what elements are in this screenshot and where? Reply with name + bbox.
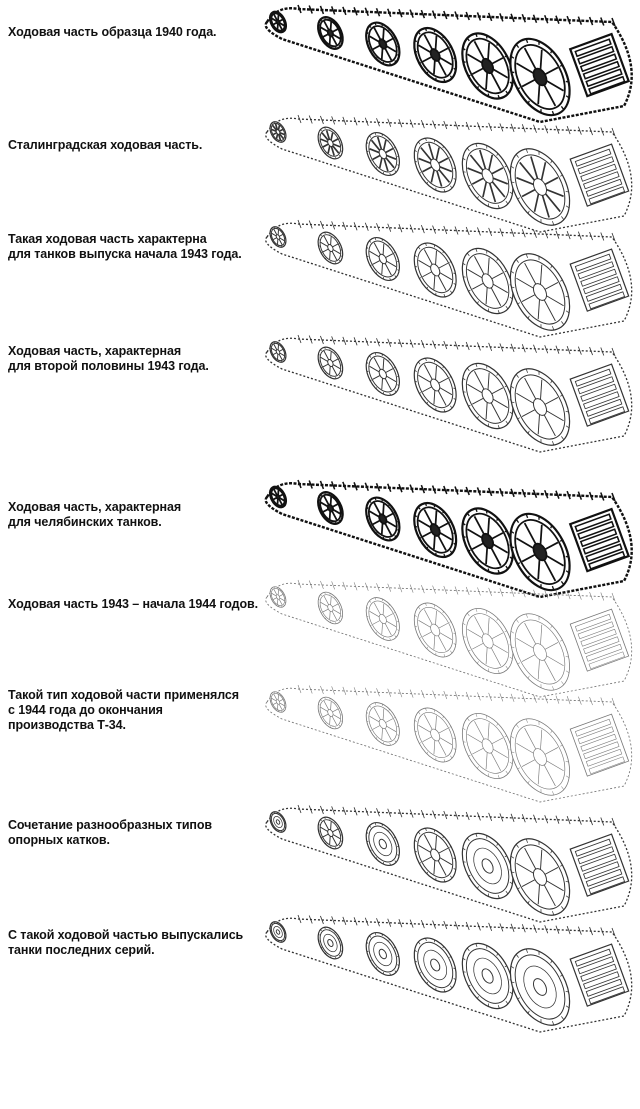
road-wheel bbox=[313, 343, 348, 383]
road-wheel bbox=[267, 339, 289, 365]
running-gear-illustration bbox=[250, 0, 640, 122]
running-gear-illustration bbox=[250, 330, 640, 452]
caption-line: Ходовая часть образца 1940 года. bbox=[8, 25, 217, 39]
variant-caption bbox=[8, 597, 258, 612]
variant-row bbox=[0, 575, 640, 697]
variant-caption bbox=[8, 232, 258, 262]
road-wheel bbox=[406, 236, 465, 304]
variant-caption bbox=[8, 344, 258, 374]
caption-line: С такой ходовой частью выпускались bbox=[8, 928, 244, 942]
drive-sprocket bbox=[570, 249, 628, 311]
drive-sprocket bbox=[570, 609, 628, 671]
caption-line: Ходовая часть, характерная bbox=[8, 500, 182, 514]
variant-row bbox=[0, 680, 640, 802]
road-wheel bbox=[359, 127, 406, 181]
road-wheel bbox=[267, 584, 289, 610]
caption-line: Такая ходовая часть характерна bbox=[8, 232, 207, 246]
caption-line: танки последних серий. bbox=[8, 943, 155, 957]
road-wheel bbox=[267, 689, 289, 715]
road-wheel bbox=[359, 697, 406, 751]
running-gear-svg bbox=[250, 575, 640, 697]
caption-line: опорных катков. bbox=[8, 833, 110, 847]
running-gear-svg bbox=[250, 330, 640, 452]
variant-caption bbox=[8, 818, 258, 848]
road-wheel bbox=[313, 488, 348, 528]
running-gear-svg bbox=[250, 800, 640, 922]
caption-line: Сталинградская ходовая часть. bbox=[8, 138, 203, 152]
road-wheel bbox=[313, 13, 348, 53]
road-wheel bbox=[267, 119, 289, 145]
road-wheel bbox=[313, 588, 348, 628]
running-gear-illustration bbox=[250, 215, 640, 337]
running-gear-svg bbox=[250, 680, 640, 802]
variant-caption bbox=[8, 688, 258, 733]
variant-row bbox=[0, 330, 640, 452]
variant-caption bbox=[8, 928, 258, 958]
variant-row bbox=[0, 215, 640, 337]
caption-line: Ходовая часть 1943 – начала 1944 годов. bbox=[8, 597, 258, 611]
running-gear-svg bbox=[250, 910, 640, 1032]
running-gear-illustration bbox=[250, 800, 640, 922]
road-wheel bbox=[313, 123, 348, 163]
caption-line: с 1944 года до окончания bbox=[8, 703, 163, 717]
road-wheel bbox=[406, 496, 465, 564]
drive-sprocket bbox=[570, 944, 628, 1006]
drive-sprocket bbox=[570, 364, 628, 426]
road-wheel bbox=[313, 813, 348, 853]
running-gear-svg bbox=[250, 0, 640, 122]
road-wheel bbox=[359, 817, 406, 871]
caption-line: Ходовая часть, характерная bbox=[8, 344, 182, 358]
road-wheel bbox=[359, 347, 406, 401]
running-gear-illustration bbox=[250, 110, 640, 232]
caption-line: для второй половины 1943 года. bbox=[8, 359, 209, 373]
drive-sprocket bbox=[570, 714, 628, 776]
road-wheel bbox=[406, 131, 465, 199]
road-wheel bbox=[406, 701, 465, 769]
variant-row bbox=[0, 0, 640, 122]
running-gear-illustration bbox=[250, 680, 640, 802]
road-wheel bbox=[406, 821, 465, 889]
road-wheel bbox=[406, 596, 465, 664]
road-wheel bbox=[267, 224, 289, 250]
caption-line: Такой тип ходовой части применялся bbox=[8, 688, 239, 702]
road-wheel bbox=[359, 927, 406, 981]
drive-sprocket bbox=[570, 34, 628, 96]
variant-caption bbox=[8, 138, 258, 153]
road-wheel bbox=[313, 228, 348, 268]
running-gear-svg bbox=[250, 215, 640, 337]
caption-line: для танков выпуска начала 1943 года. bbox=[8, 247, 242, 261]
road-wheel bbox=[313, 693, 348, 733]
variant-caption bbox=[8, 500, 258, 530]
variant-caption bbox=[8, 25, 258, 40]
running-gear-svg bbox=[250, 110, 640, 232]
running-gear-illustration bbox=[250, 575, 640, 697]
drive-sprocket bbox=[570, 509, 628, 571]
road-wheel bbox=[406, 21, 465, 89]
road-wheel bbox=[359, 592, 406, 646]
road-wheel bbox=[359, 492, 406, 546]
caption-line: Сочетание разнообразных типов bbox=[8, 818, 213, 832]
road-wheel bbox=[406, 931, 465, 999]
caption-line: для челябинских танков. bbox=[8, 515, 162, 529]
caption-line: производства Т-34. bbox=[8, 718, 126, 732]
variant-row bbox=[0, 800, 640, 922]
road-wheel bbox=[267, 919, 289, 945]
road-wheel bbox=[406, 351, 465, 419]
road-wheel bbox=[359, 232, 406, 286]
running-gear-illustration bbox=[250, 910, 640, 1032]
road-wheel bbox=[359, 17, 406, 71]
road-wheel bbox=[313, 923, 348, 963]
variant-row bbox=[0, 910, 640, 1032]
road-wheel bbox=[267, 809, 289, 835]
drive-sprocket bbox=[570, 834, 628, 896]
variant-row bbox=[0, 110, 640, 232]
drive-sprocket bbox=[570, 144, 628, 206]
